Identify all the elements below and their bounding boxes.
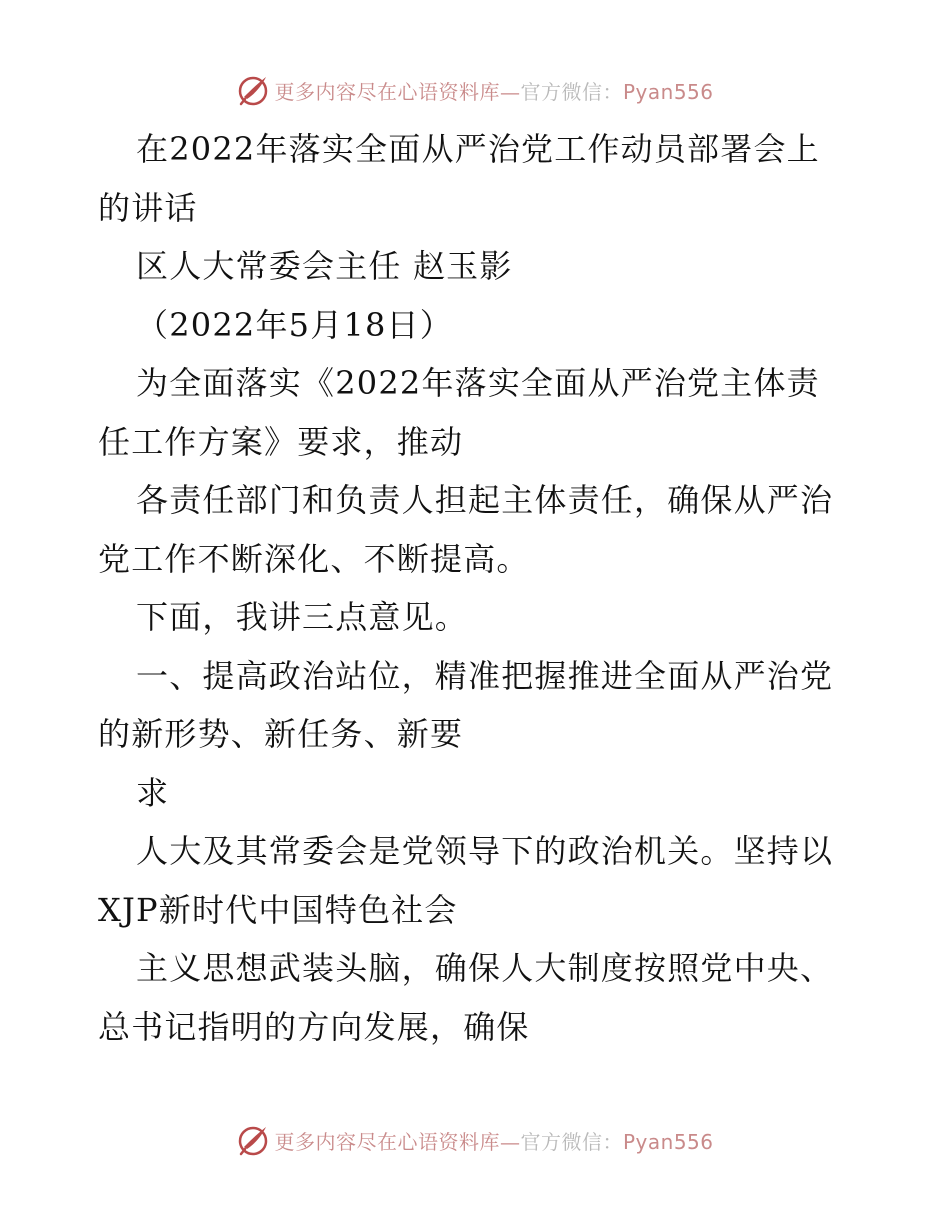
banner-dash: — <box>499 79 521 104</box>
paragraph-line: XJP新时代中国特色社会 <box>98 890 458 929</box>
paragraph-line: 各责任部门和负责人担起主体责任，确保从严治 <box>136 481 834 519</box>
footer-banner <box>0 1120 950 1160</box>
title-line-2: 的讲话 <box>98 188 198 227</box>
document-body <box>98 120 858 1056</box>
quill-pen-logo-icon <box>236 1123 270 1157</box>
section-heading-line: 求 <box>136 773 170 812</box>
title-line-1: 在2022年落实全面从严治党工作动员部署会上 <box>136 130 820 168</box>
paragraph-line: 人大及其常委会是党领导下的政治机关。坚持以 <box>136 832 834 870</box>
banner-official-label: 官方微信： <box>520 79 623 104</box>
paragraph-line: 为全面落实《2022年落实全面从严治党主体责 <box>136 364 820 402</box>
paragraph-line: 下面，我讲三点意见。 <box>136 598 469 636</box>
paragraph-line: 主义思想武装头脑，确保人大制度按照党中央、 <box>136 949 834 987</box>
header-banner <box>0 70 950 110</box>
speaker-line: 区人大常委会主任 赵玉影 <box>136 247 513 285</box>
banner-wechat-id: Pyan556 <box>622 79 714 104</box>
paragraph-line: 党工作不断深化、不断提高。 <box>98 539 530 578</box>
banner-text: 更多内容尽在心语资料库 <box>274 1129 500 1154</box>
banner-wechat-id: Pyan556 <box>622 1129 714 1154</box>
paragraph-line: 任工作方案》要求，推动 <box>98 422 464 461</box>
section-heading-line: 一、提高政治站位，精准把握推进全面从严治党 <box>136 656 834 695</box>
quill-pen-logo-icon <box>236 73 270 107</box>
date-line: （2022年5月18日） <box>136 305 453 344</box>
banner-dash: — <box>499 1129 521 1154</box>
paragraph-line: 总书记指明的方向发展，确保 <box>98 1007 530 1046</box>
section-heading-line: 的新形势、新任务、新要 <box>98 715 464 753</box>
banner-official-label: 官方微信： <box>520 1129 623 1154</box>
banner-text: 更多内容尽在心语资料库 <box>274 79 500 104</box>
